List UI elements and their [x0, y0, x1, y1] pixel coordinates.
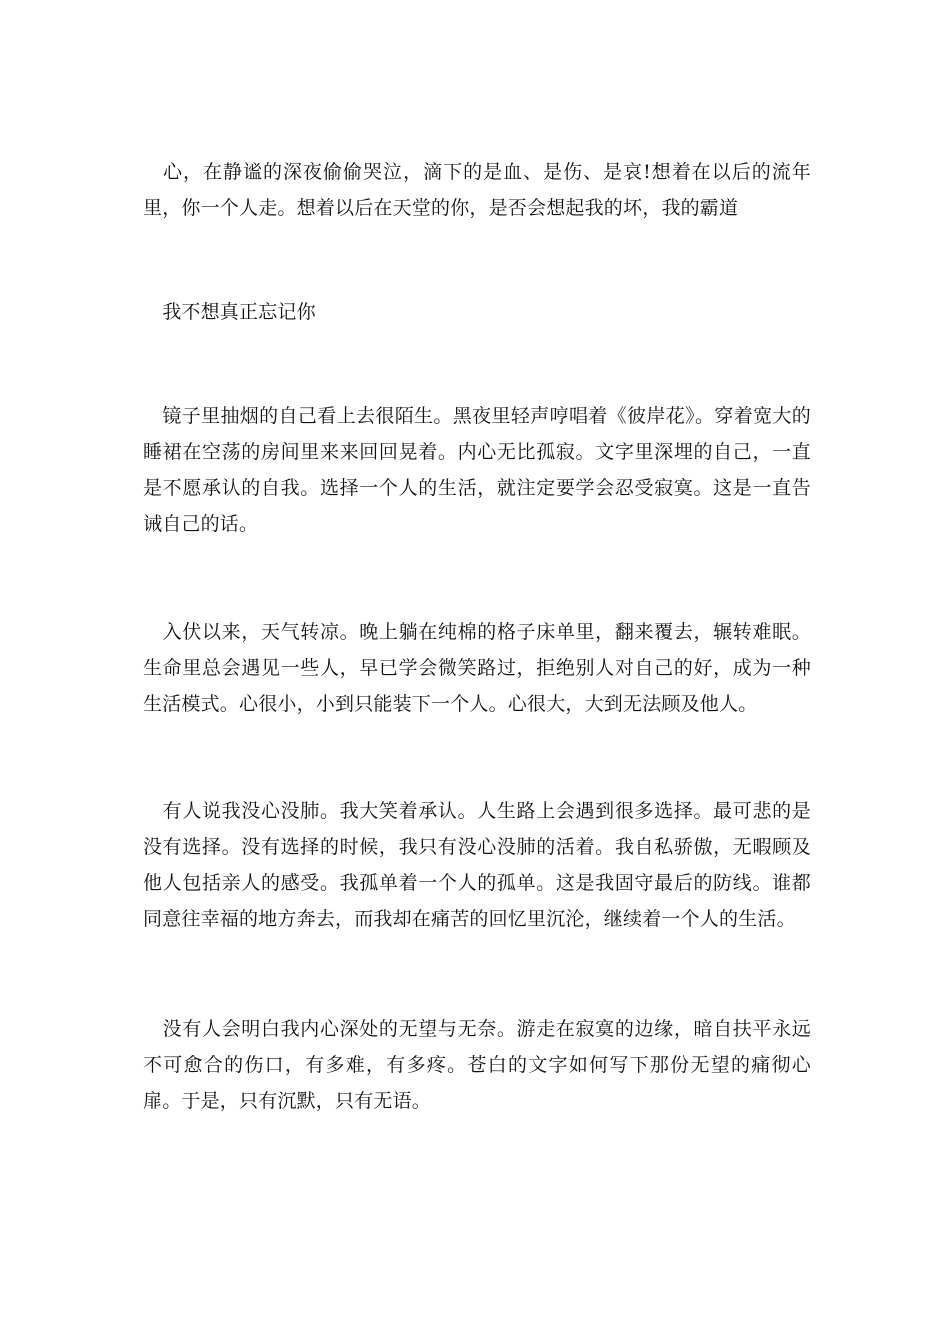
paragraph-5: 有人说我没心没肺。我大笑着承认。人生路上会遇到很多选择。最可悲的是没有选择。没有选择的时候，我只有没心没肺的活着。我自私骄傲，无暇顾及他人包括亲人的感受。我孤单着一个人的孤单。这是我固守最后的防线。谁都同意往幸福的地方奔去，而我却在痛苦的回忆里沉沦，继续着一个人的生活。	[143, 800, 811, 930]
paragraph-1: 心，在静谧的深夜偷偷哭泣，滴下的是血、是伤、是哀!想着在以后的流年里，你一个人走。想着以后在天堂的你，是否会想起我的坏，我的霸道	[143, 161, 811, 219]
paragraph-3: 镜子里抽烟的自己看上去很陌生。黑夜里轻声哼唱着《彼岸花》。穿着宽大的睡裙在空荡的房间里来来回回晃着。内心无比孤寂。文字里深埋的自己，一直是不愿承认的自我。选择一个人的生活，就注定要学会忍受寂寞。这是一直告诫自己的话。	[143, 405, 811, 535]
paragraph-4: 入伏以来，天气转凉。晚上躺在纯棉的格子床单里，翻来覆去，辗转难眠。生命里总会遇见一些人，早已学会微笑路过，拒绝别人对自己的好，成为一种生活模式。心很小，小到只能装下一个人。心很大，大到无法顾及他人。	[143, 621, 811, 715]
paragraph-6: 没有人会明白我内心深处的无望与无奈。游走在寂寞的边缘，暗自扶平永远不可愈合的伤口，有多难，有多疼。苍白的文字如何写下那份无望的痛彻心扉。于是，只有沉默，只有无语。	[143, 1018, 811, 1112]
paragraph-2: 我不想真正忘记你	[143, 301, 316, 323]
